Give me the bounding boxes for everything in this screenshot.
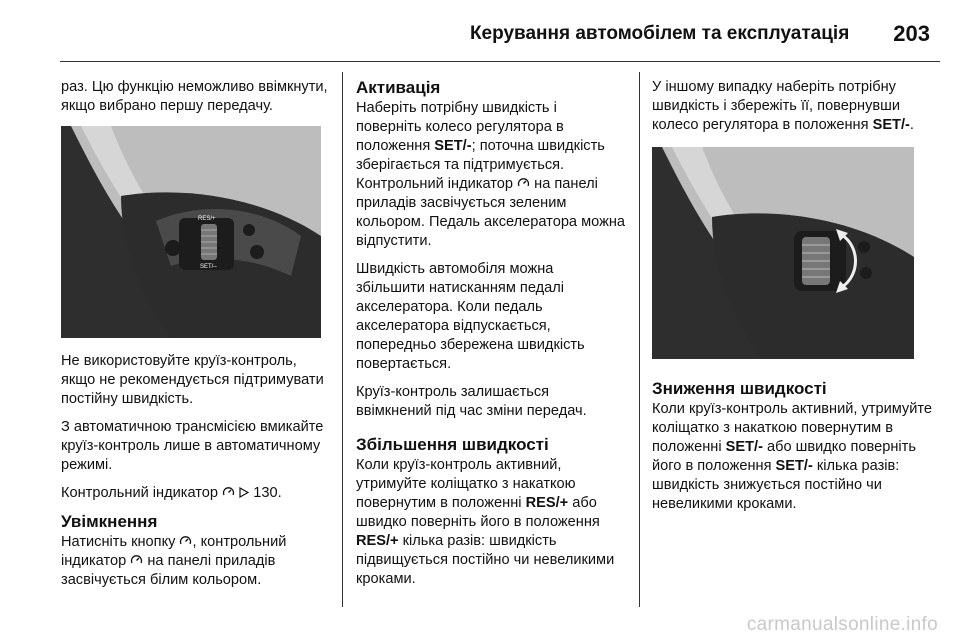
cruise-control-icon [222,486,235,498]
column-divider [342,72,343,607]
paragraph: раз. Цю функцію неможливо ввімкнути, якщо вибрано першу передачу. [61,79,328,114]
page-number: 203 [893,21,930,46]
paragraph: У іншому випадку наберіть потрібну швидкість і збережіть її, повернувши колесо регулятора в положення SET/-. [652,79,914,133]
paragraph: Круїз-контроль залишається ввімкнений під час зміни передач. [356,384,587,419]
steering-wheel-controls-figure [61,126,321,338]
heading-on: Увімкнення [61,512,158,531]
column-divider [639,72,640,607]
paragraph: Наберіть потрібну швидкість і поверніть колесо регулятора в положення SET/-; поточна швидкість зберігається та підтримується. Контрольний індикатор на панелі приладів засвічується зеленим кольором. Педаль акселератора можна відпустити. [356,100,626,249]
cruise-control-icon [130,554,143,566]
header-rule [60,61,940,62]
cruise-control-icon [179,535,192,547]
paragraph: Коли круїз-контроль активний, утримуйте коліщатко з накаткою повернутим в положенні SET/- або швидко поверніть його в положення SET/- кілька разів: швидкість знижується постійно чи невеликими кроками. [652,401,933,512]
column-3 [652,78,937,523]
paragraph: Коли круїз-контроль активний, утримуйте коліщатко з накаткою повернутим в положенні RES/+ або швидко поверніть його в положення RES/+ кілька разів: швидкість підвищується постійно чи невеликими кроками. [356,457,615,587]
watermark: carmanualsonline.info [746,614,938,635]
page-reference-icon [239,487,249,498]
section-title: Керування автомобілем та експлуатація [469,23,850,44]
paragraph: З автоматичною трансмісією вмикайте круїз-контроль лише в автоматичному режимі. [61,419,324,473]
column-2 [356,78,626,598]
cruise-control-icon [517,177,530,189]
heading-decrease: Зниження швидкості [652,379,827,398]
heading-activation: Активація [356,78,441,97]
res-label: RES/+ [198,216,216,222]
paragraph: Не використовуйте круїз-контроль, якщо не рекомендується підтримувати постійну швидкість. [61,353,324,407]
paragraph: Швидкість автомобіля можна збільшити натисканням педалі акселератора. Коли педаль акселератора відпускається, попередньо збережена швидкість повертається. [356,261,585,372]
paragraph: Натисніть кнопку , контрольний індикатор на панелі приладів засвічується білим кольором. [61,534,287,588]
column-1 [61,78,331,599]
paragraph: Контрольний індикатор 130. [61,485,282,501]
heading-increase: Збільшення швидкості [356,435,549,454]
page-header [60,14,930,54]
control-wheel-figure [652,147,914,359]
set-label: SET/– [200,264,217,270]
